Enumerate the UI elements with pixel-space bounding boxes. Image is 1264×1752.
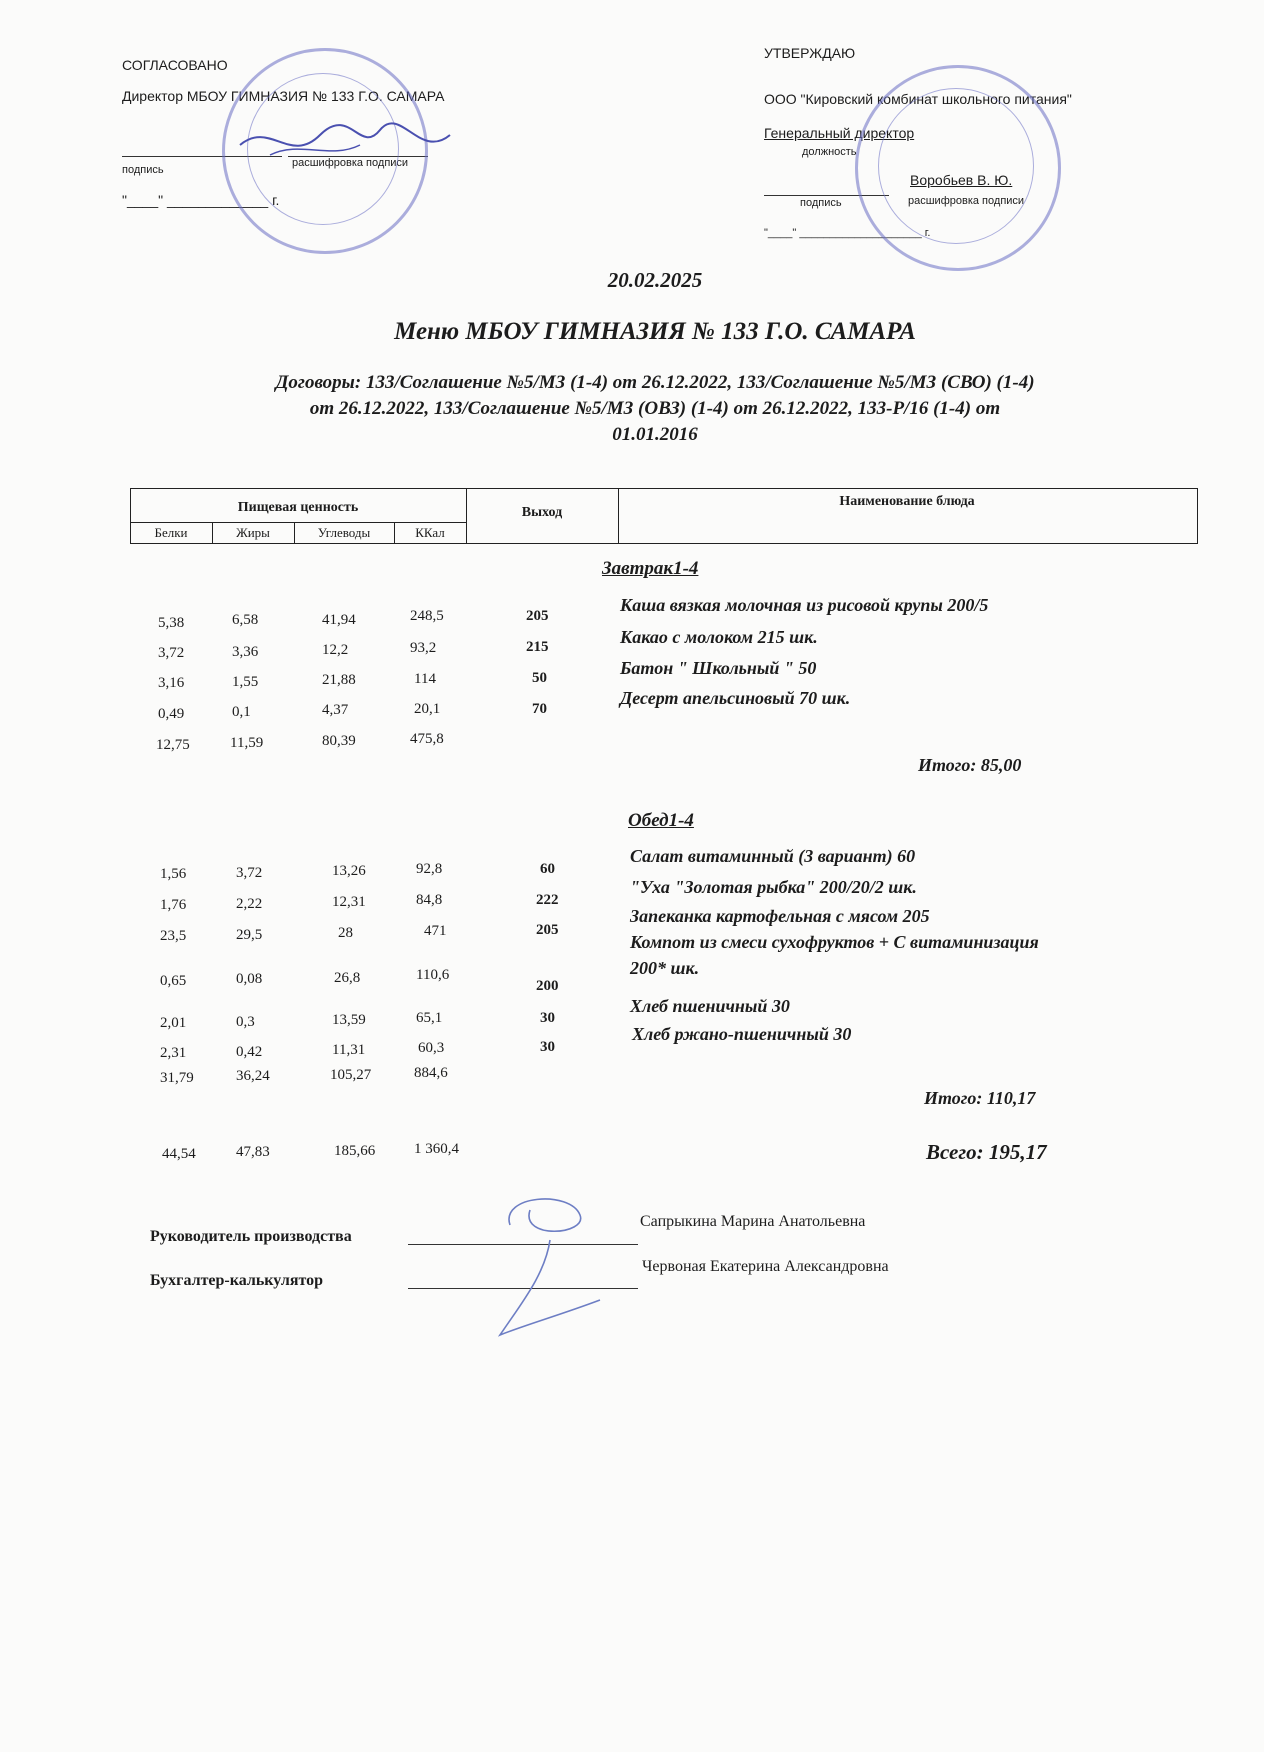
header-col-carbs: Углеводы	[317, 525, 371, 540]
cell-dish: Салат витаминный (3 вариант) 60	[630, 846, 916, 866]
cell-dish: "Уха "Золотая рыбка" 200/20/2 шк.	[630, 877, 917, 897]
decode-label-right: расшифровка подписи	[908, 195, 1025, 207]
cell-kcal: 92,8	[416, 861, 443, 877]
cell-yield: 200	[536, 978, 559, 994]
cell-carbs: 4,37	[322, 702, 349, 718]
role-accountant: Бухгалтер-калькулятор	[150, 1272, 324, 1289]
role-production-manager: Руководитель производства	[150, 1228, 352, 1245]
contracts-line-3: 01.01.2016	[612, 424, 698, 445]
cell-carbs: 41,94	[322, 612, 356, 628]
breakfast-heading: Завтрак1-4	[602, 558, 699, 579]
cell-fat: 0,1	[232, 704, 251, 720]
cell-protein: 2,31	[160, 1045, 187, 1061]
cell-carbs: 28	[338, 925, 353, 941]
name-production-manager: Сапрыкина Марина Анатольевна	[640, 1213, 866, 1230]
approval-right-position: Генеральный директор	[764, 125, 915, 141]
cell-yield: 205	[536, 922, 559, 938]
cell-kcal: 84,8	[416, 892, 443, 908]
total-fat: 36,24	[236, 1068, 270, 1084]
handwritten-signature	[480, 1185, 640, 1365]
cell-protein: 1,56	[160, 866, 187, 882]
cell-fat: 3,36	[232, 644, 259, 660]
cell-dish: Запеканка картофельная с мясом 205	[630, 906, 930, 926]
cell-carbs: 21,88	[322, 672, 356, 688]
cell-fat: 0,08	[236, 971, 263, 987]
cell-kcal: 20,1	[414, 701, 441, 717]
date-line-left: "____" _____________ г.	[122, 192, 280, 208]
cell-dish: Компот из смеси сухофруктов + С витаминизация	[630, 932, 1039, 952]
cell-protein: 5,38	[158, 615, 185, 631]
cell-carbs: 12,31	[332, 894, 366, 910]
cell-carbs: 11,31	[332, 1042, 366, 1058]
total-carbs: 105,27	[330, 1067, 372, 1083]
total-protein: 31,79	[160, 1070, 194, 1086]
cell-protein: 23,5	[160, 928, 187, 944]
cell-protein: 3,72	[158, 645, 185, 661]
cell-fat: 29,5	[236, 927, 263, 943]
cell-yield: 215	[526, 639, 549, 655]
cell-carbs: 13,59	[332, 1012, 366, 1028]
total-carbs: 80,39	[322, 733, 356, 749]
cell-fat: 3,72	[236, 865, 263, 881]
cell-yield: 70	[532, 701, 547, 717]
approval-left-title: СОГЛАСОВАНО	[122, 57, 228, 73]
cell-kcal: 93,2	[410, 640, 437, 656]
grand-fat: 47,83	[236, 1144, 270, 1160]
grand-total: Всего: 195,17	[926, 1140, 1047, 1164]
total-kcal: 884,6	[414, 1065, 448, 1081]
header-col-protein: Белки	[154, 525, 188, 540]
sig-label-right: подпись	[800, 197, 842, 209]
cell-protein: 1,76	[160, 897, 187, 913]
cell-yield: 222	[536, 892, 559, 908]
cell-dish: Хлеб пшеничный 30	[630, 996, 790, 1016]
cell-yield: 50	[532, 670, 547, 686]
cell-yield: 30	[540, 1039, 555, 1055]
approval-right-org: ООО "Кировский комбинат школьного питания"	[764, 91, 1072, 107]
header-nutrition: Пищевая ценность	[237, 500, 359, 515]
lunch-heading: Обед1-4	[628, 810, 694, 831]
total-protein: 12,75	[156, 737, 190, 753]
cell-yield: 60	[540, 861, 555, 877]
approval-right-title: УТВЕРЖДАЮ	[764, 45, 856, 61]
cell-carbs: 13,26	[332, 863, 366, 879]
contracts-line-1: Договоры: 133/Соглашение №5/МЗ (1-4) от 26.12.2022, 133/Соглашение №5/МЗ (СВО) (1-4)	[275, 372, 1035, 393]
breakfast-total: Итого: 85,00	[918, 755, 1022, 775]
cell-protein: 3,16	[158, 675, 185, 691]
cell-fat: 2,22	[236, 896, 263, 912]
header-dish-name: Наименование блюда	[839, 494, 975, 509]
header-col-fat: Жиры	[236, 525, 270, 540]
name-accountant: Червоная Екатерина Александровна	[642, 1258, 889, 1275]
cell-fat: 1,55	[232, 674, 259, 690]
grand-kcal: 1 360,4	[414, 1141, 459, 1157]
position-label: должность	[802, 146, 857, 158]
cell-kcal: 248,5	[410, 608, 444, 624]
cell-carbs: 12,2	[322, 642, 349, 658]
cell-yield: 30	[540, 1010, 555, 1026]
header-yield: Выход	[521, 505, 563, 520]
grand-protein: 44,54	[162, 1146, 196, 1162]
page-title: Меню МБОУ ГИМНАЗИЯ № 133 Г.О. САМАРА	[394, 318, 916, 345]
cell-dish-continued: 200* шк.	[630, 958, 700, 978]
total-fat: 11,59	[230, 735, 264, 751]
approval-left-line: Директор МБОУ ГИМНАЗИЯ № 133 Г.О. САМАРА	[122, 88, 445, 104]
cell-protein: 0,65	[160, 973, 187, 989]
cell-yield: 205	[526, 608, 549, 624]
sig-label-left: подпись	[122, 164, 164, 176]
cell-kcal: 114	[414, 671, 436, 687]
contracts-line-2: от 26.12.2022, 133/Соглашение №5/МЗ (ОВЗ) (1-4) от 26.12.2022, 133-Р/16 (1-4) от	[309, 398, 1001, 419]
cell-protein: 2,01	[160, 1015, 187, 1031]
cell-fat: 6,58	[232, 612, 259, 628]
header-col-kcal: ККал	[415, 525, 445, 540]
date-line-right: "____" ____________________ г.	[764, 227, 931, 239]
cell-kcal: 60,3	[418, 1040, 445, 1056]
cell-fat: 0,3	[236, 1014, 255, 1030]
total-kcal: 475,8	[410, 731, 444, 747]
cell-fat: 0,42	[236, 1044, 263, 1060]
director-signature	[230, 115, 470, 175]
cell-dish: Десерт апельсиновый 70 шк.	[620, 688, 851, 708]
decode-label-left: расшифровка подписи	[292, 157, 409, 169]
cell-protein: 0,49	[158, 706, 185, 722]
cell-dish: Какао с молоком 215 шк.	[620, 627, 818, 647]
cell-kcal: 110,6	[416, 967, 450, 983]
cell-dish: Хлеб ржано-пшеничный 30	[632, 1024, 852, 1044]
stamp-right	[855, 65, 1061, 271]
grand-carbs: 185,66	[334, 1143, 376, 1159]
lunch-total: Итого: 110,17	[924, 1088, 1036, 1108]
cell-kcal: 65,1	[416, 1010, 443, 1026]
cell-carbs: 26,8	[334, 970, 361, 986]
cell-dish: Батон " Школьный " 50	[620, 658, 817, 678]
menu-date: 20.02.2025	[607, 268, 703, 292]
cell-dish: Каша вязкая молочная из рисовой крупы 200/5	[620, 595, 989, 615]
approver-name: Воробьев В. Ю.	[910, 172, 1013, 188]
cell-kcal: 471	[424, 923, 447, 939]
